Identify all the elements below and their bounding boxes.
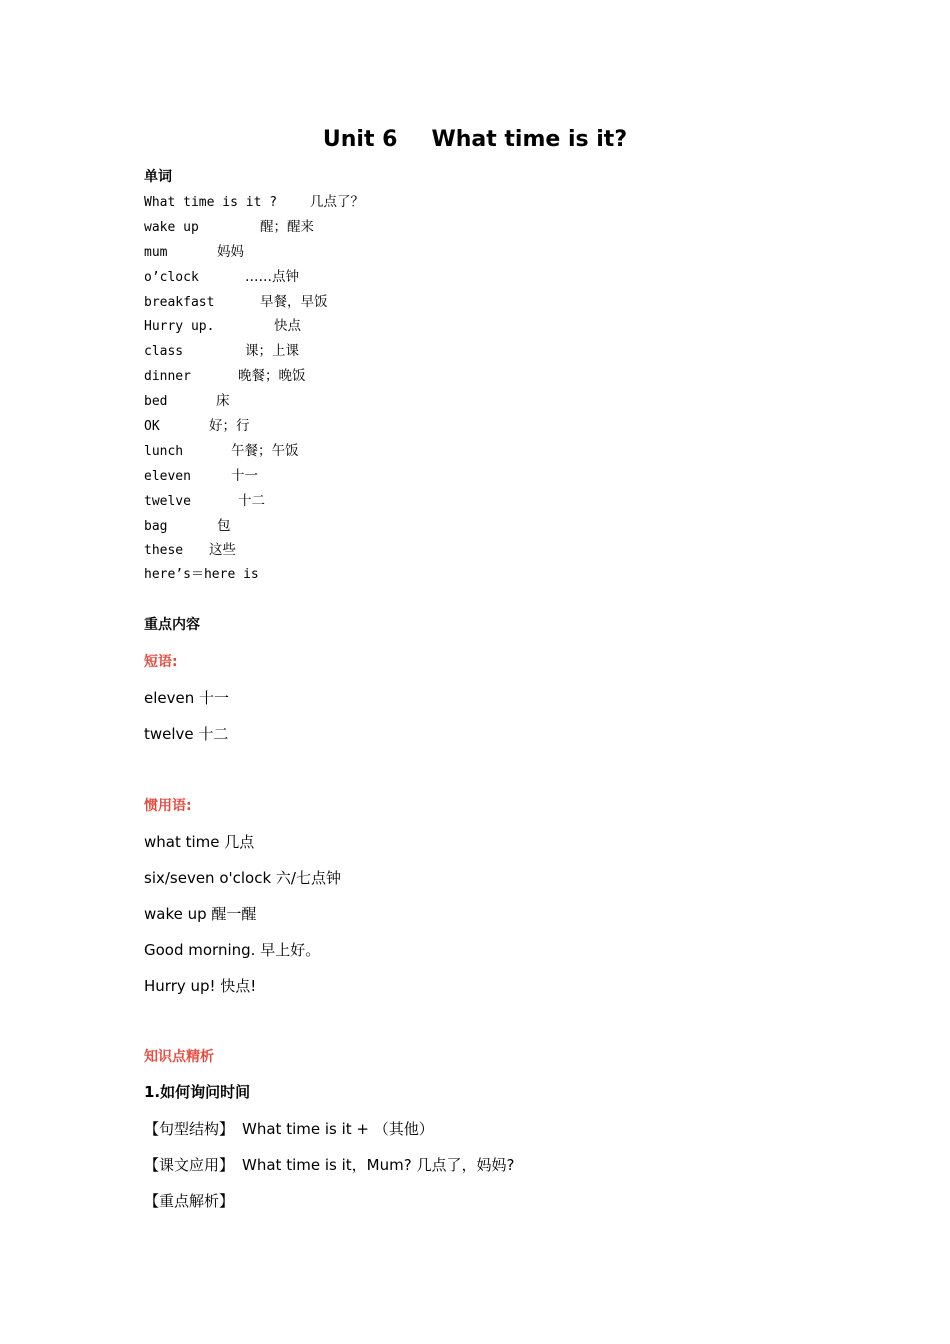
vocab-item <box>144 416 364 441</box>
phrases-heading: 短语: <box>144 654 178 670</box>
knowledge-heading: 知识点精析 <box>144 1049 214 1065</box>
idiom-item: Good morning. 早上好。 <box>144 941 321 959</box>
vocabulary-list <box>144 192 364 590</box>
vocab-item <box>144 217 364 242</box>
vocab-chinese: ……点钟 <box>245 268 299 285</box>
structure-label: 【句型结构】 <box>144 1120 235 1138</box>
vocab-item <box>144 366 364 391</box>
vocab-item <box>144 466 364 491</box>
sentence-structure-row <box>144 1118 434 1140</box>
vocab-chinese: 快点 <box>274 318 301 335</box>
application-label: 【课文应用】 <box>144 1156 235 1174</box>
vocab-english: wake up <box>144 219 199 235</box>
application-text: What time is it，Mum? 几点了，妈妈? <box>242 1156 515 1174</box>
vocab-item <box>144 316 364 341</box>
knowledge-point-title: 1.如何询问时间 <box>144 1083 251 1101</box>
vocab-chinese: 课；上课 <box>245 343 299 360</box>
idiom-item: Hurry up! 快点! <box>144 977 257 995</box>
vocab-item <box>144 491 364 516</box>
vocab-item <box>144 192 364 217</box>
vocab-english: these <box>144 543 184 559</box>
phrase-item: twelve 十二 <box>144 725 229 743</box>
vocab-chinese: 床 <box>216 393 230 410</box>
vocab-english: What time is it ? <box>144 195 278 210</box>
idiom-item: six/seven o'clock 六/七点钟 <box>144 869 341 887</box>
vocab-english: lunch <box>144 443 184 459</box>
vocab-chinese: 醒；醒来 <box>260 218 314 235</box>
title-unit: Unit 6 <box>322 127 398 152</box>
vocab-english: dinner <box>144 369 191 385</box>
vocab-chinese: 包 <box>217 517 231 534</box>
vocab-english: o’clock <box>144 269 199 285</box>
vocab-english: OK <box>144 419 160 435</box>
vocab-chinese: 这些 <box>209 542 236 559</box>
analysis-label: 【重点解析】 <box>144 1192 235 1210</box>
vocab-english: bag <box>144 518 168 534</box>
vocab-item <box>144 565 364 590</box>
phrase-item: eleven 十一 <box>144 689 230 707</box>
vocab-english: here’s＝here is <box>144 567 259 583</box>
structure-text: What time is it + （其他） <box>242 1120 434 1138</box>
page-title <box>0 124 950 156</box>
vocab-english: breakfast <box>144 294 215 310</box>
vocab-item <box>144 242 364 267</box>
vocab-item <box>144 341 364 366</box>
vocab-chinese: 晚餐；晚饭 <box>238 368 306 385</box>
vocab-chinese: 早餐，早饭 <box>260 293 328 310</box>
key-content-heading: 重点内容 <box>144 617 200 633</box>
idiom-item: what time 几点 <box>144 833 255 851</box>
title-text: What time is it? <box>431 127 628 152</box>
vocab-chinese: 十二 <box>238 492 265 509</box>
vocab-english: eleven <box>144 468 191 484</box>
key-analysis-row <box>144 1190 234 1212</box>
vocab-item <box>144 540 364 565</box>
vocab-item <box>144 292 364 317</box>
vocab-english: Hurry up. <box>144 319 215 335</box>
idioms-heading: 惯用语: <box>144 798 192 814</box>
vocab-english: class <box>144 344 184 360</box>
vocab-chinese: 午餐；午饭 <box>231 442 299 459</box>
vocab-item <box>144 441 364 466</box>
vocab-item <box>144 516 364 541</box>
vocab-chinese: 妈妈 <box>217 243 244 260</box>
vocab-english: bed <box>144 394 168 410</box>
vocab-english: twelve <box>144 493 191 509</box>
vocab-chinese: 几点了？ <box>310 194 364 210</box>
text-application-row <box>144 1154 514 1176</box>
vocab-chinese: 好；行 <box>209 418 250 435</box>
vocab-item <box>144 391 364 416</box>
idiom-item: wake up 醒一醒 <box>144 905 257 923</box>
vocabulary-heading: 单词 <box>144 169 172 185</box>
vocab-item <box>144 267 364 292</box>
vocab-english: mum <box>144 244 168 260</box>
vocab-chinese: 十一 <box>231 467 258 484</box>
